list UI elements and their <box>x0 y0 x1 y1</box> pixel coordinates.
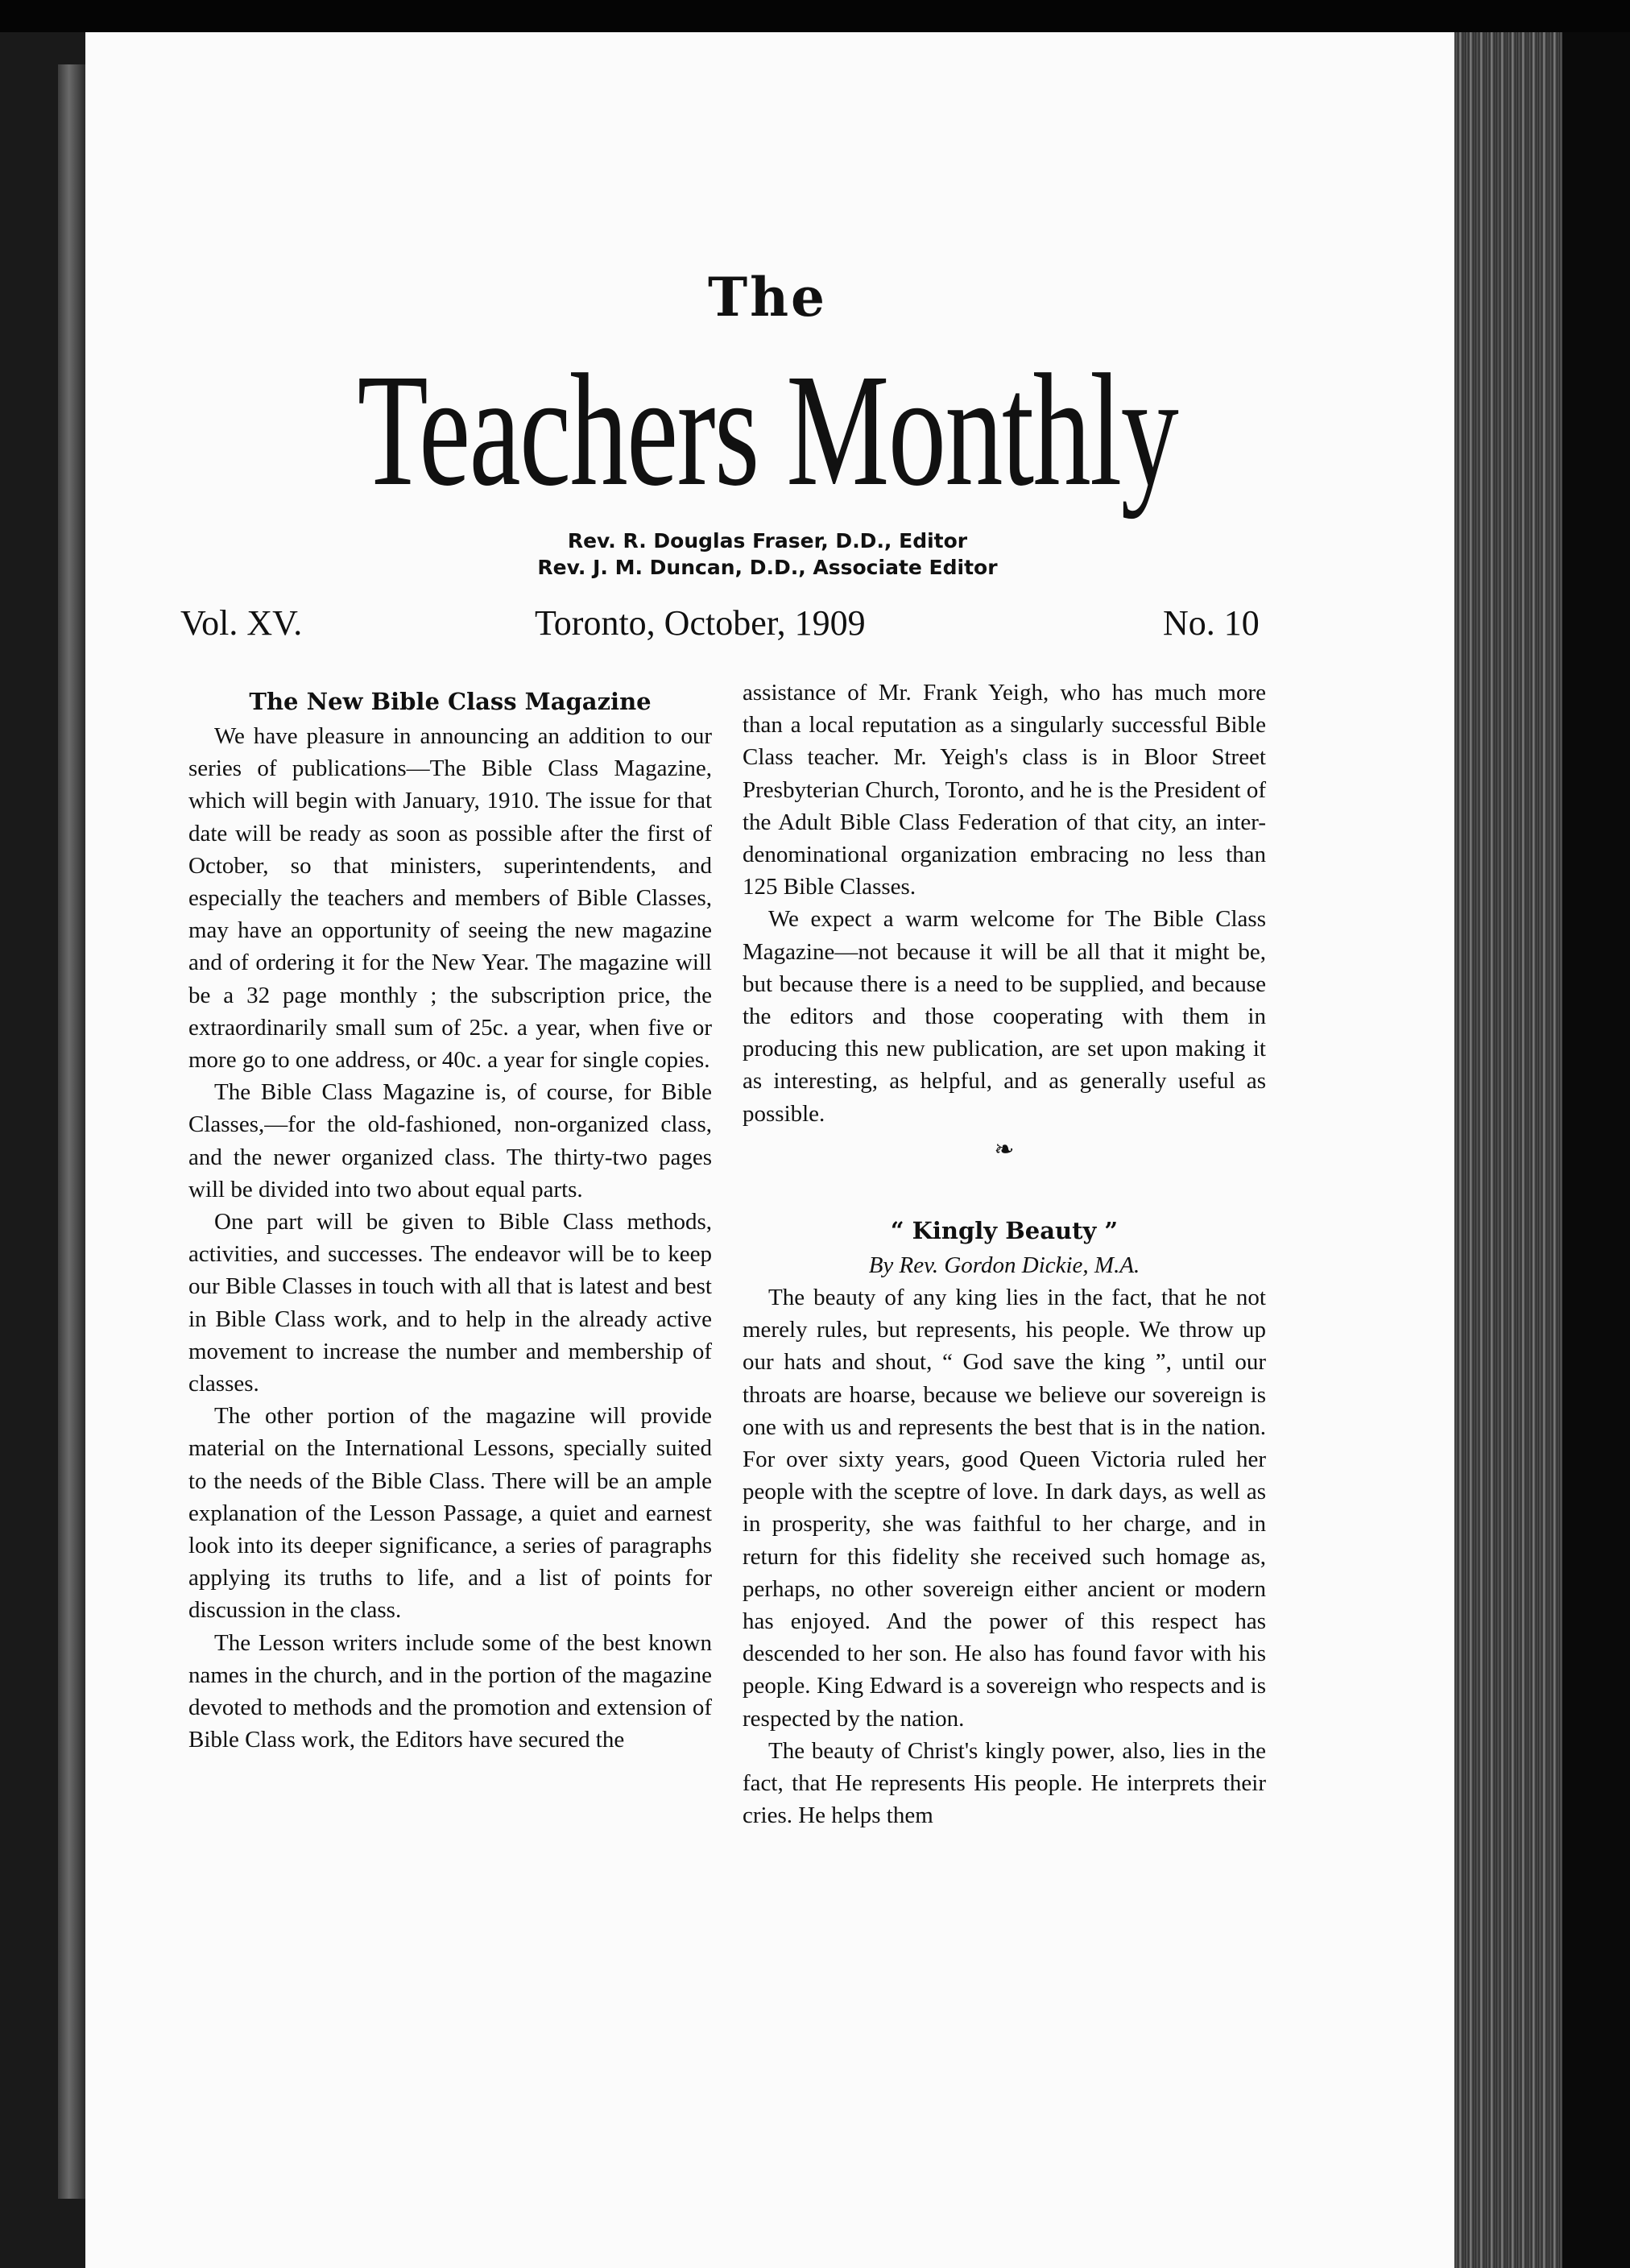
editor-line: Rev. R. Douglas Fraser, D.D., Editor <box>567 529 968 553</box>
article-paragraph: We expect a warm welcome for The Bible Class Magazine—not because it will be all that it might be, but because there is a need to be supplied, and because the editors and those cooperating with them in producing this new publication, are set upon making it as interesting, as helpful, and as generally useful as possible. <box>743 906 1266 1127</box>
article-heading: The New Bible Class Magazine <box>249 688 652 715</box>
masthead-title: Teachers Monthly <box>357 341 1178 519</box>
article-paragraph: The beauty of any king lies in the fact, that he not merely rules, but represents, his people. We throw up our hats and shout, “ God save the king ”, until our throats are hoarse, because we believe our sovereign is one with us and represents the best that is in the nation. For over sixty years, good Queen Victoria ruled her people with the sceptre of love. In dark days, as well as in prosperity, she was faithful to her charge, and in return for this fidelity she received such homage as, perhaps, no other sovereign either ancient or modern has enjoyed. And the power of this respect has descended to her son. He also has found favor with his people. King Edward is a sovereign who respects and is respected by the nation. <box>743 1285 1266 1732</box>
issue-line <box>180 602 1268 651</box>
article-paragraph: The beauty of Christ's kingly power, also, lies in the fact, that He represents His people. He interprets their cries. He helps them <box>743 1737 1266 1829</box>
article-paragraph: One part will be given to Bible Class methods, activities, and successes. The endeavor will be to keep our Bible Classes in touch with all that is latest and best in Bible Class work, and to help in the already active movement to increase the number and membership of classes. <box>188 1209 712 1397</box>
scan-right-border <box>1562 32 1630 2268</box>
article-paragraph: We have pleasure in announcing an addition to our series of publications—The Bible Class Magazine, which will begin with January, 1910. The issue for that date will be ready as soon as possible after the first of October, so that ministers, superintendents, and especially the teachers and members of Bible Classes, may have an opportunity of seeing the new magazine and of ordering it for the New Year. The magazine will be a 32 page monthly ; the subscription price, the extraordinarily small sum of 25c. a year, when five or more go to one address, or 40c. a year for single copies. <box>188 723 712 1074</box>
article-paragraph: The Lesson writers include some of the best known names in the church, and in the portion of the magazine devoted to methods and the promotion and extension of Bible Class work, the Editors have secured the <box>188 1629 712 1753</box>
left-column <box>188 685 712 1757</box>
associate-editor-line: Rev. J. M. Duncan, D.D., Associate Editor <box>537 556 998 579</box>
scan-top-border <box>0 0 1630 32</box>
editors-block <box>0 528 1535 581</box>
book-binding-edge <box>58 64 85 2199</box>
article-paragraph: assistance of Mr. Frank Yeigh, who has much more than a local reputation as a singularly successful Bible Class teacher. Mr. Yeigh's class is in Bloor Street Presbyterian Church, Toronto, and he is the President of the Adult Bible Class Federation of that city, an inter-denominational organization embracing no less than 125 Bible Classes. <box>743 680 1266 900</box>
issue-number: No. 10 <box>1163 603 1260 643</box>
article-paragraph: The Bible Class Magazine is, of course, for Bible Classes,—for the old-fashioned, non-organized class, and the newer organized class. The thirty-two pages will be divided into two about equal parts. <box>188 1079 712 1202</box>
article-heading: “ Kingly Beauty ” <box>890 1216 1119 1244</box>
right-column <box>743 677 1266 1832</box>
masthead-the: The <box>707 266 828 329</box>
article-byline: By Rev. Gordon Dickie, M.A. <box>868 1252 1140 1278</box>
place-date: Toronto, October, 1909 <box>535 603 866 643</box>
section-ornament: ❧ <box>994 1136 1015 1163</box>
volume-label: Vol. XV. <box>180 603 303 643</box>
article-paragraph: The other portion of the magazine will provide material on the International Lessons, specially suited to the needs of the Bible Class. There will be an ample explanation of the Lesson Passage, a quiet and earnest look into its deeper significance, a series of paragraphs applying its truths to life, and a list of points for discussion in the class. <box>188 1403 712 1624</box>
